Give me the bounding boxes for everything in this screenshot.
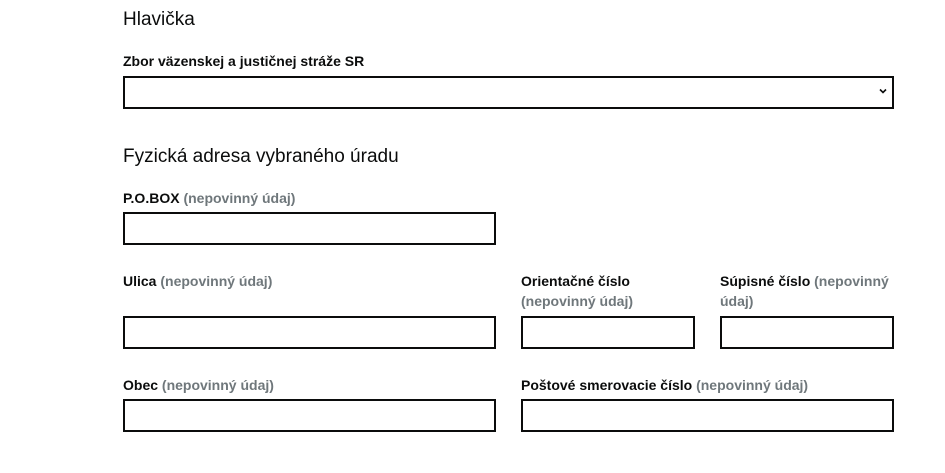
street-optional-hint: (nepovinný údaj)	[160, 273, 273, 289]
pobox-optional-hint: (nepovinný údaj)	[183, 190, 296, 206]
supis-input[interactable]	[720, 316, 894, 349]
section-title-address: Fyzická adresa vybraného úradu	[123, 146, 399, 167]
orient-optional-hint: (nepovinný údaj)	[521, 293, 633, 309]
pobox-label-text: P.O.BOX	[123, 190, 180, 206]
city-label-text: Obec	[123, 377, 159, 393]
zip-label	[521, 375, 808, 395]
supis-optional-hint: (nepovinný údaj)	[720, 273, 889, 309]
city-optional-hint: (nepovinný údaj)	[161, 377, 274, 393]
street-label-text: Ulica	[123, 273, 157, 289]
orient-input[interactable]	[521, 316, 695, 349]
street-input[interactable]	[123, 316, 496, 349]
chevron-down-icon	[879, 87, 887, 95]
zip-optional-hint: (nepovinný údaj)	[696, 377, 809, 393]
city-input[interactable]	[123, 399, 496, 432]
orient-label	[521, 271, 695, 311]
street-label	[123, 271, 272, 291]
supis-label	[720, 271, 902, 311]
supis-label-text: Súpisné číslo	[720, 273, 811, 289]
pobox-label	[123, 188, 295, 208]
authority-label: Zbor väzenskej a justičnej stráže SR	[123, 53, 365, 69]
authority-select[interactable]	[123, 76, 894, 109]
pobox-input[interactable]	[123, 212, 496, 245]
zip-label-text: Poštové smerovacie číslo	[521, 377, 693, 393]
zip-input[interactable]	[521, 399, 894, 432]
section-title-header: Hlavička	[123, 9, 195, 30]
orient-label-text: Orientačné číslo	[521, 273, 630, 289]
city-label	[123, 375, 274, 395]
